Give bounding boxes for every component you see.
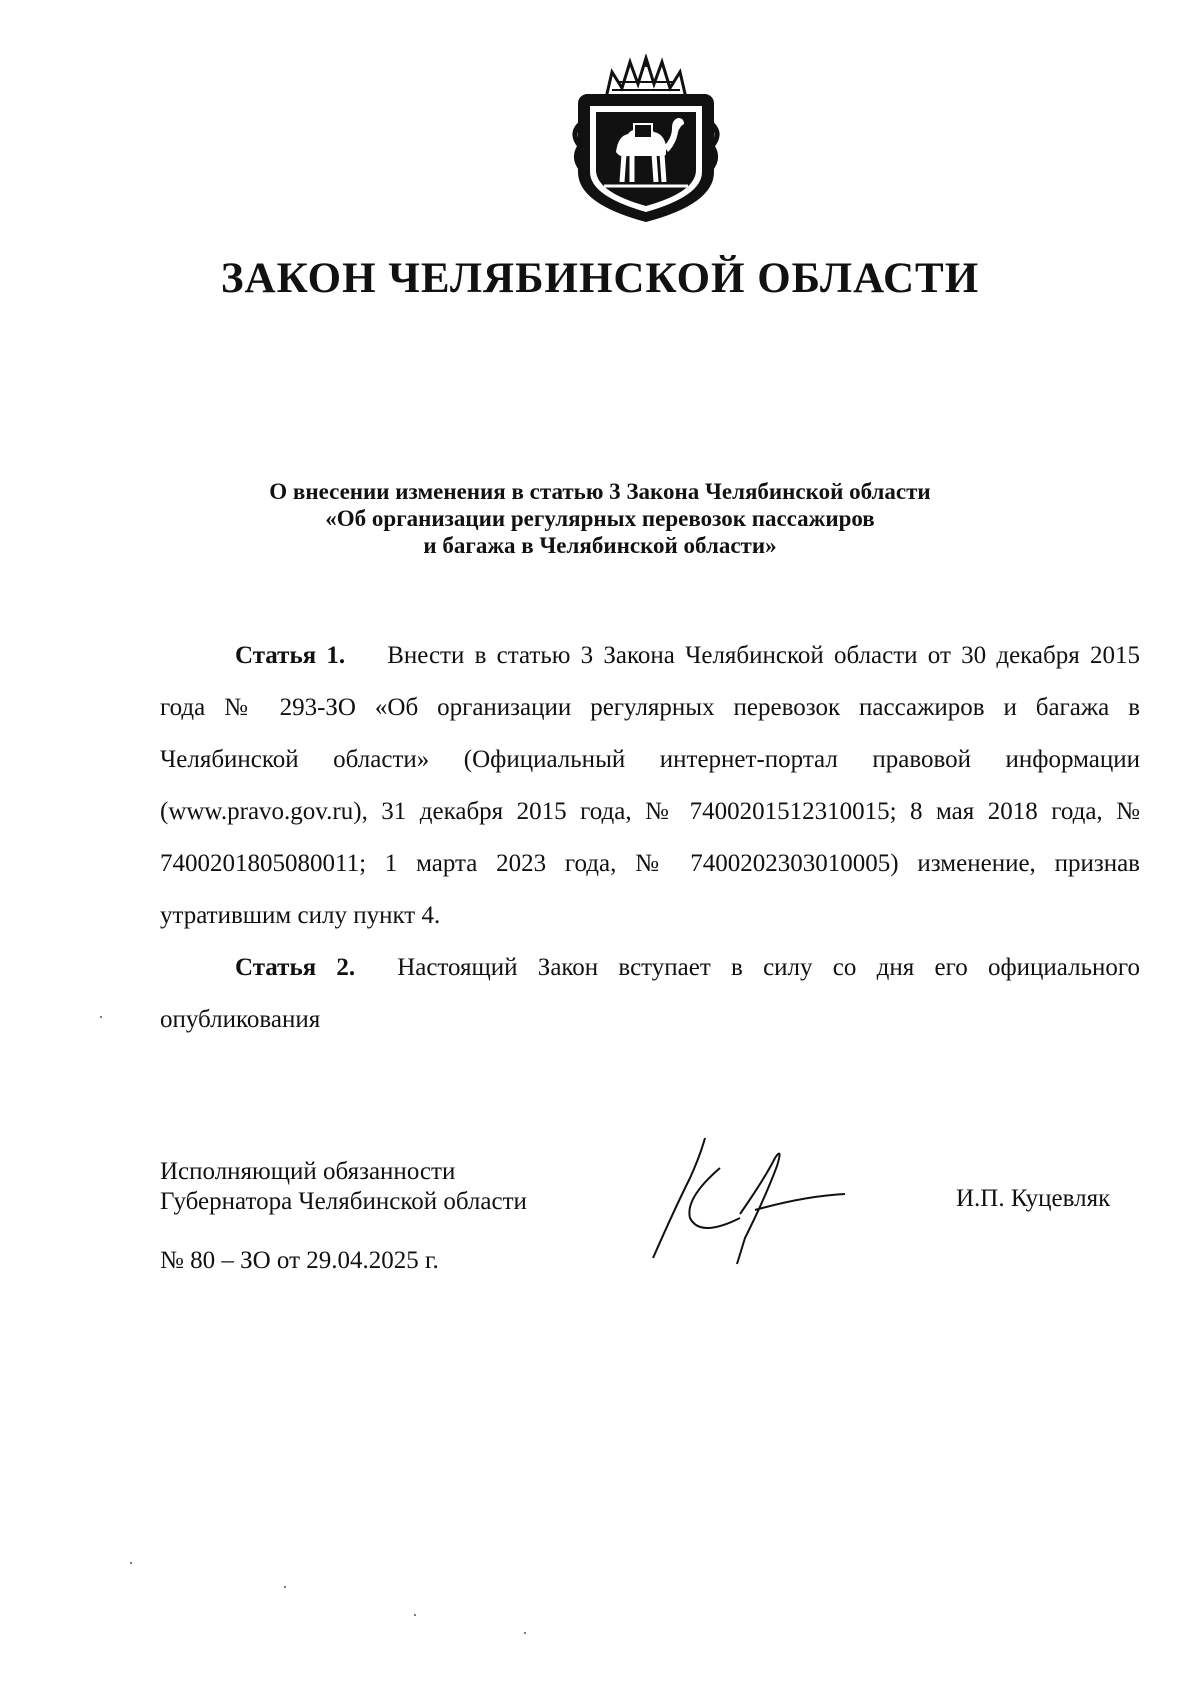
signer-position-line: Губернатора Челябинской области	[160, 1188, 527, 1215]
signer-name: И.П. Куцевляк	[956, 1185, 1111, 1212]
scan-speck	[284, 1586, 286, 1588]
signer-position-line: Исполняющий обязанности	[160, 1158, 456, 1185]
article-1-text: Внести в статью 3 Закона Челябинской области от 30 декабря 2015 года № 293-ЗО «Об организации регулярных перевозок пассажиров и багажа в Челябинской области» (Официальный интернет-портал правовой информации (www.pravo.gov.ru), 31 декабря 2015 года, № 7400201512310015; 8 мая 2018 года, № 7400201805080011; 1 марта 2023 года, № 7400202303010005) изменение, признав утратившим силу пункт 4.	[160, 642, 1140, 929]
article-1-label: Статья 1.	[235, 642, 346, 669]
subtitle-line: и багажа в Челябинской области»	[423, 533, 777, 558]
signer-position	[160, 1157, 527, 1217]
article-2-label: Статья 2.	[235, 954, 356, 981]
article-1	[160, 630, 1140, 942]
article-2-text: Настоящий Закон вступает в силу со дня его официального опубликования	[160, 954, 1140, 1033]
scan-speck	[414, 1614, 416, 1616]
coat-of-arms-icon	[568, 54, 724, 224]
scan-speck	[524, 1632, 526, 1634]
scan-speck	[100, 1016, 102, 1018]
law-number: № 80 – ЗО от 29.04.2025 г.	[160, 1247, 439, 1274]
document-title: ЗАКОН ЧЕЛЯБИНСКОЙ ОБЛАСТИ	[220, 255, 980, 302]
article-2	[160, 942, 1140, 1046]
document-subtitle	[200, 478, 1000, 559]
subtitle-line: «Об организации регулярных перевозок пассажиров	[325, 506, 875, 531]
handwritten-signature	[645, 1118, 895, 1268]
subtitle-line: О внесении изменения в статью 3 Закона Челябинской области	[269, 479, 931, 504]
scan-speck	[130, 1562, 132, 1564]
